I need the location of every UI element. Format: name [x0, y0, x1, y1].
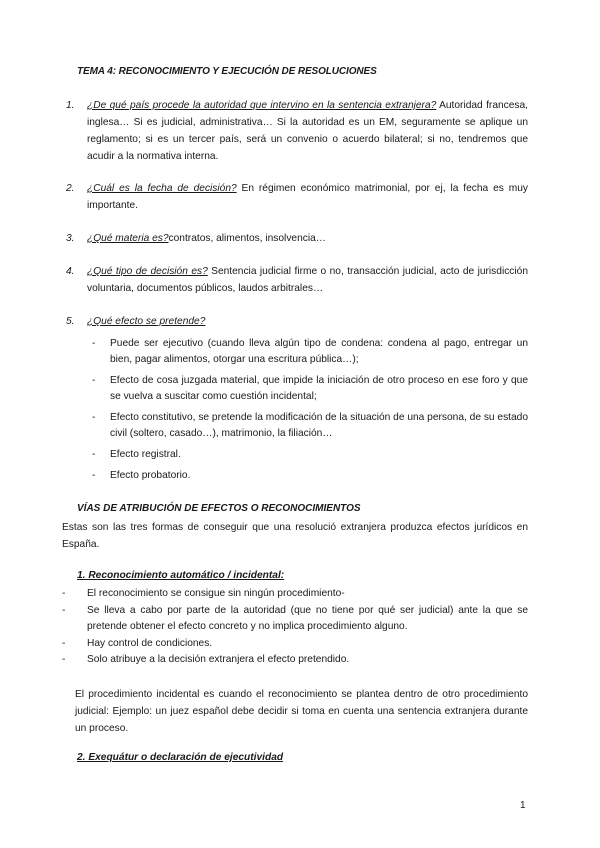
list-item	[92, 468, 528, 484]
subsection-title-2: 2. Exequátur o declaración de ejecutividad	[77, 752, 284, 763]
answer-text: Autoridad francesa, inglesa… Si es judicial, administrativa… Si la autoridad es un EM, seguramente se aplique un reglamento; si es un tercer país, será un convenio o acuerdo bilateral; si no, tendremos que acudir a la normativa interna.	[87, 100, 528, 162]
list-item-text: Efecto constitutivo, se pretende la modificación de la situación de una persona, de su estado civil (soltero, casado…), matrimonio, la filiación…	[110, 412, 528, 439]
section-intro: Estas son las tres formas de conseguir que una resolució extranjera produzca efectos jurídicos en España.	[62, 522, 528, 550]
list-item	[92, 336, 528, 368]
list-item-text: Puede ser ejecutivo (cuando lleva algún tipo de condena: condena al pago, entregar un bien, pagar alimentos, otorgar una escritura pública…);	[110, 338, 528, 365]
dash-bullet: -	[62, 588, 66, 599]
list-item-text: El reconocimiento se consigue sin ningún procedimiento-	[87, 588, 345, 599]
question-number: 4.	[66, 266, 75, 277]
dash-bullet: -	[92, 375, 96, 386]
question-body	[87, 180, 528, 214]
document-title: TEMA 4: RECONOCIMIENTO Y EJECUCIÓN DE RESOLUCIONES	[77, 66, 377, 77]
list-item	[92, 410, 528, 442]
answer-text: contratos, alimentos, insolvencia…	[168, 233, 326, 244]
question-body	[87, 97, 528, 165]
page-number: 1	[520, 800, 526, 811]
question-item-2	[66, 180, 528, 214]
question-text: ¿Qué materia es?	[87, 233, 169, 244]
dash-bullet: -	[92, 470, 96, 481]
question-text: ¿Qué efecto se pretende?	[87, 316, 206, 327]
incidental-paragraph: El procedimiento incidental es cuando el reconocimiento se plantea dentro de otro procedimiento judicial: Ejemplo: un juez español debe decidir si toma en cuenta una sentencia extranjera durante un proceso.	[75, 689, 528, 734]
question-text: ¿Qué tipo de decisión es?	[87, 266, 208, 277]
list-item	[62, 603, 528, 636]
list-item	[62, 586, 528, 603]
list-item	[92, 373, 528, 405]
question-number: 5.	[66, 316, 75, 327]
question-number: 2.	[66, 183, 75, 194]
dash-bullet: -	[92, 449, 96, 460]
dash-bullet: -	[92, 412, 96, 423]
list-item	[92, 447, 528, 463]
question-number: 1.	[66, 100, 75, 111]
subsection-title-1: 1. Reconocimiento automático / incidental:	[77, 570, 285, 581]
question-body	[87, 230, 528, 247]
answer-text: Sentencia judicial firme o no, transacción judicial, acto de jurisdicción voluntaria, documentos públicos, laudos arbitrales…	[87, 266, 528, 294]
question-item-3	[66, 230, 528, 247]
dash-bullet: -	[92, 338, 96, 349]
list-item-text: Efecto registral.	[110, 449, 181, 460]
question-text: ¿De qué país procede la autoridad que intervino en la sentencia extranjera?	[87, 100, 437, 111]
question-body	[87, 313, 528, 330]
automatic-recognition-list	[62, 586, 528, 669]
question-text: ¿Cuál es la fecha de decisión?	[87, 183, 237, 194]
list-item-text: Efecto probatorio.	[110, 470, 191, 481]
list-item-text: Se lleva a cabo por parte de la autoridad (que no tiene por qué ser judicial) ante la que se pretende obtener el efecto concreto y no implica procedimiento alguno.	[87, 604, 528, 632]
answer-text: En régimen económico matrimonial, por ej, la fecha es muy importante.	[87, 183, 528, 211]
dash-bullet: -	[62, 654, 66, 665]
effects-list	[92, 336, 528, 489]
dash-bullet: -	[62, 604, 66, 616]
question-item-4	[66, 263, 528, 297]
question-item-1	[66, 97, 528, 165]
list-item-text: Hay control de condiciones.	[87, 637, 213, 649]
list-item	[62, 636, 528, 653]
list-item-text: Efecto de cosa juzgada material, que impide la iniciación de otro proceso en ese foro y que se vuelva a suscitar como cuestión incidental;	[110, 375, 528, 402]
list-item	[62, 652, 528, 669]
question-number: 3.	[66, 233, 75, 244]
dash-bullet: -	[62, 637, 66, 649]
list-item-text: Solo atribuye a la decisión extranjera el efecto pretendido.	[87, 654, 350, 665]
question-body	[87, 263, 528, 297]
question-item-5	[66, 313, 528, 330]
section-title: VÍAS DE ATRIBUCIÓN DE EFECTOS O RECONOCIMIENTOS	[77, 503, 361, 514]
